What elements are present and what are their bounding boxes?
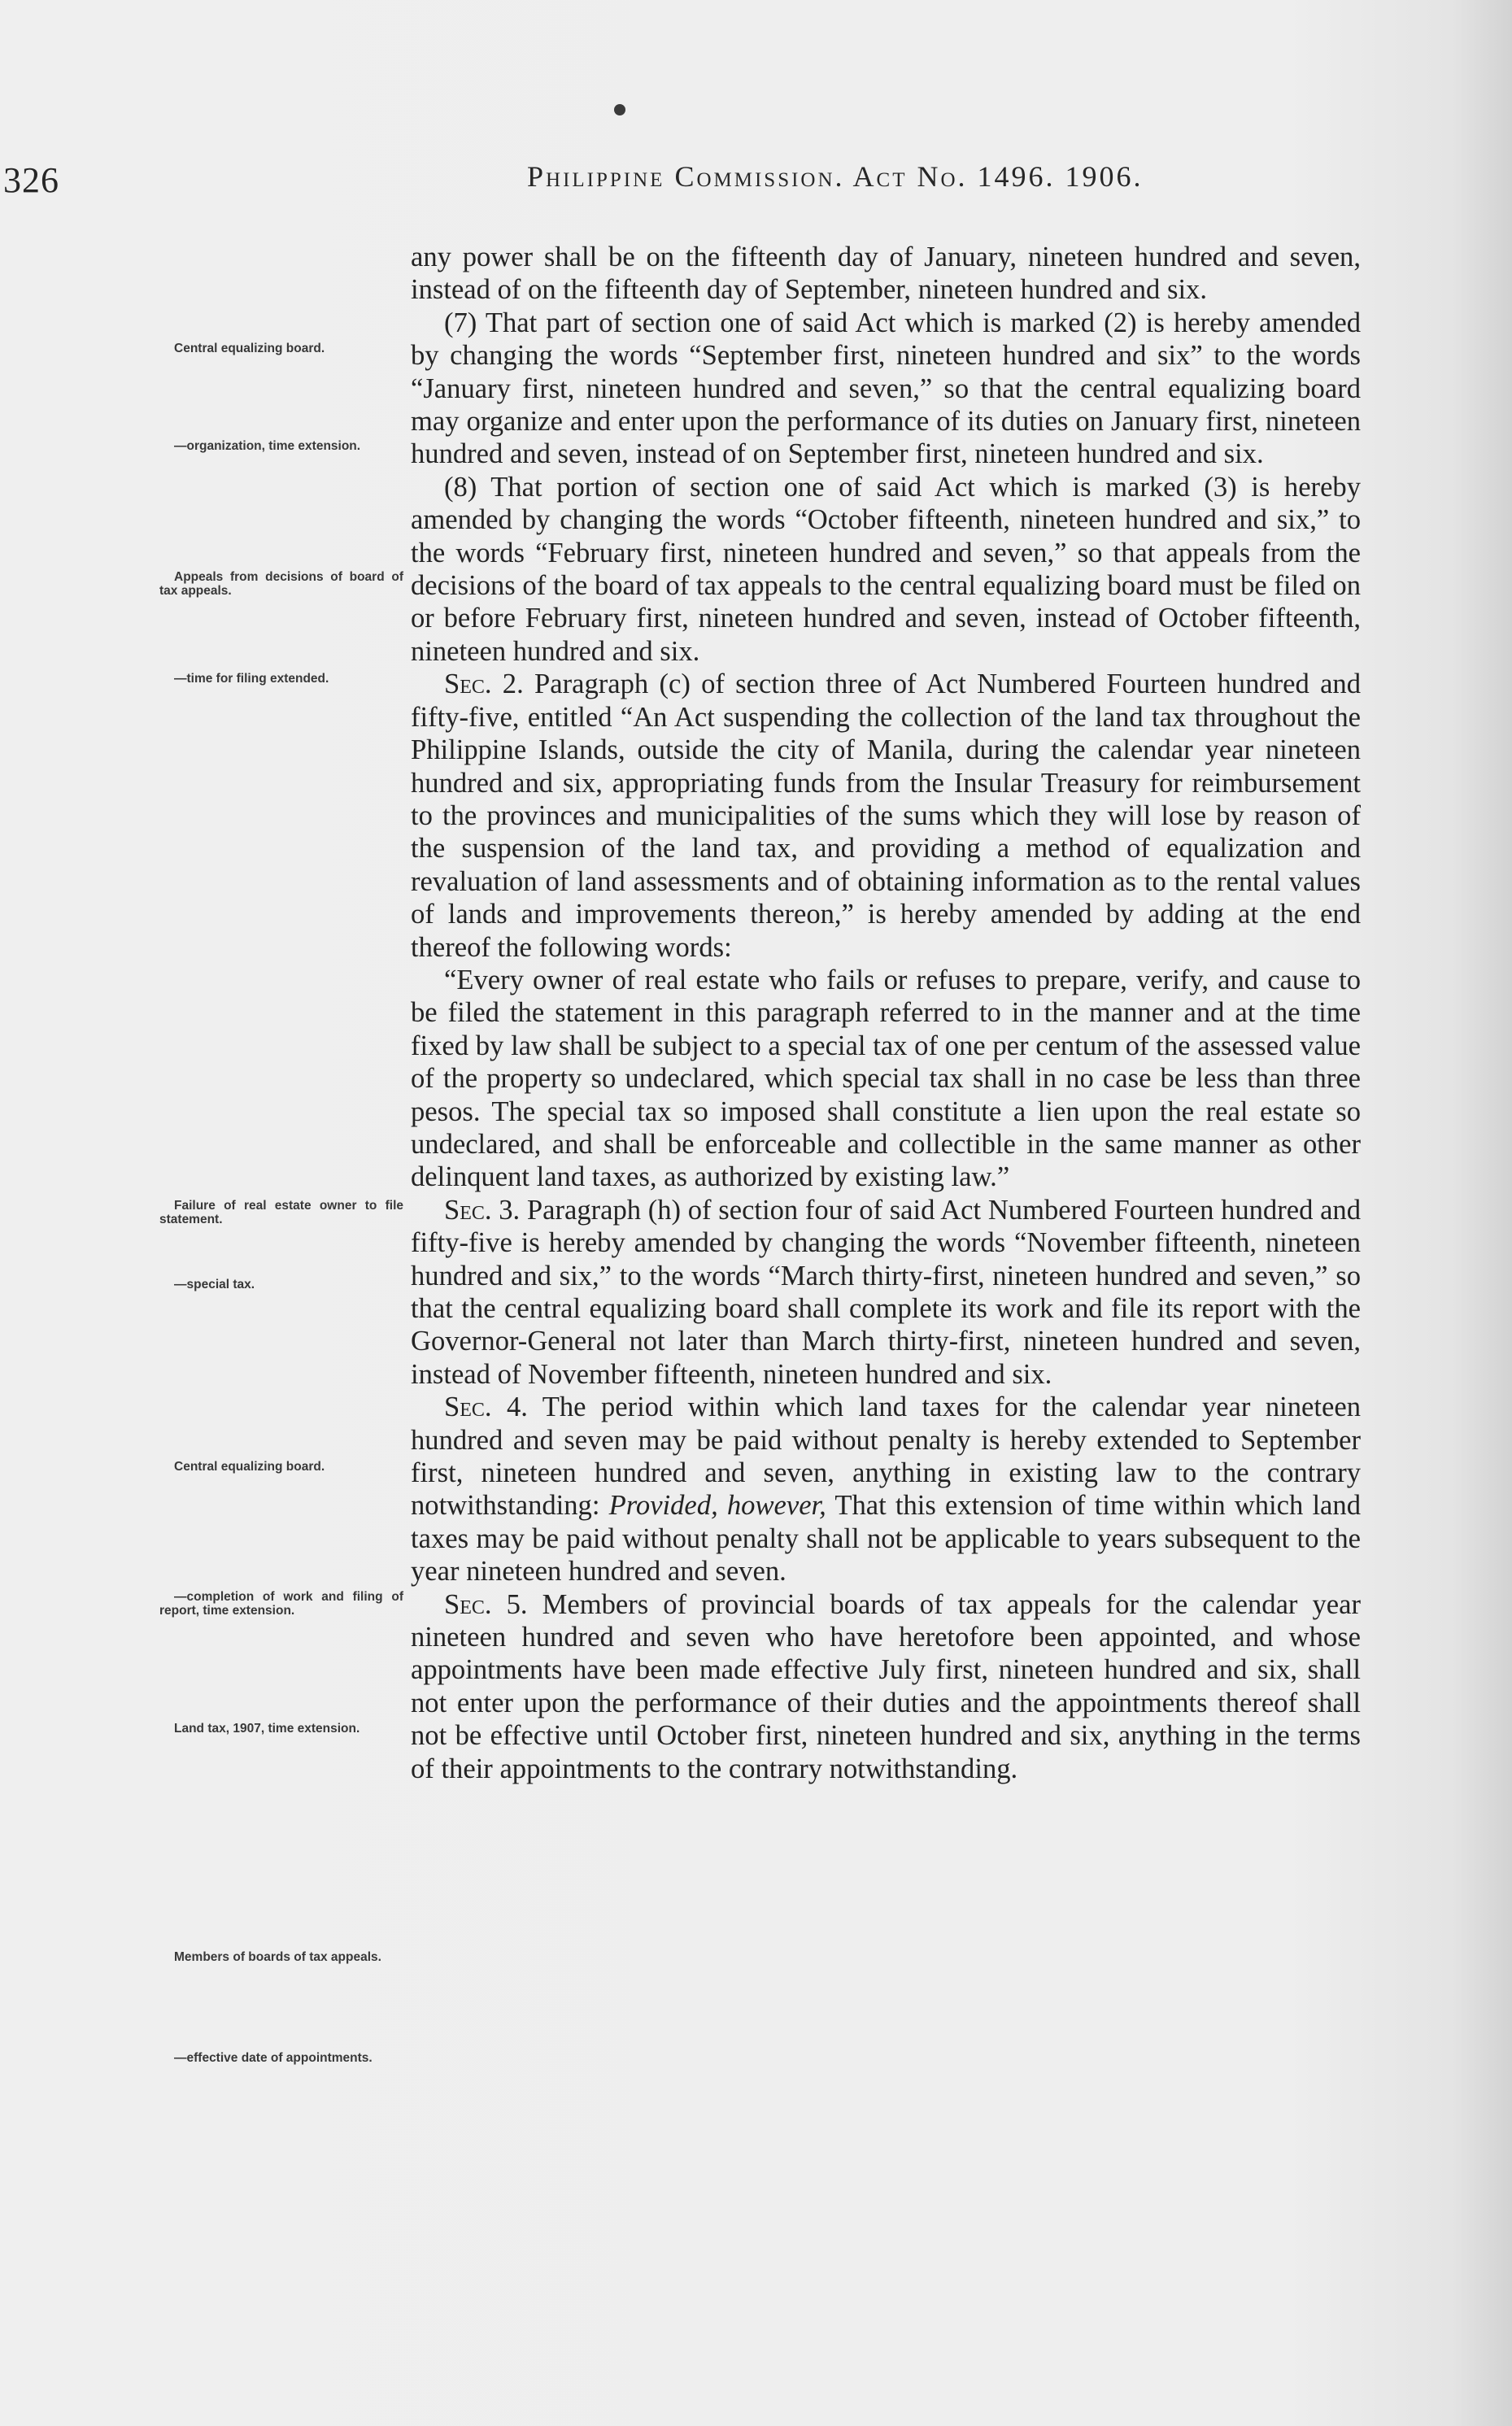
paragraph-continuation: any power shall be on the fifteenth day of January, nineteen hundred and seven, instead of on the fifteenth day of September, nineteen hundred and six. [411, 242, 1361, 306]
margin-note: —effective date of appointments. [174, 2051, 373, 2065]
section-5 [411, 1588, 1361, 1785]
section-text: Paragraph (h) of section four of said Act Numbered Fourteen hundred and fifty-five is hereby amended by changing the words “November fifteenth, nineteen hundred and six,” to the words “March thirty-first, nineteen hundred and seven,” so that the central equalizing board shall complete its work and file its report with the Governor-General not later than March thirty-first, nineteen hundred and seven, instead of November fifteenth, nineteen hundred and six. [411, 1194, 1361, 1390]
section-label: Sec. 5. [444, 1588, 528, 1620]
margin-note: —time for filing extended. [174, 672, 329, 686]
ink-dot [614, 104, 625, 115]
section-text: Paragraph (c) of section three of Act Numbered Fourteen hundred and fifty-five, entitled “An Act suspending the collection of the land tax throughout the Philippine Islands, outside the city of Manila, during the calendar year nineteen hundred and six, appropriating funds from the Insular Treasury for reimbursement to the provinces and municipalities of the sums which they will lose by reason of the suspension of the land tax, and providing a method of equalization and revaluation of land assessments and of obtaining information as to the rental values of lands and improvements thereon,” is hereby amended by adding at the end thereof the following words: [411, 669, 1361, 963]
section-text: The period within which land taxes for the calendar year nineteen hundred and seven may be paid without penalty is hereby extended to September first, nineteen hundred and seven, anything in existing law to the contrary notwithstanding: [411, 1392, 1361, 1522]
margin-note: Central equalizing board. [174, 1460, 325, 1474]
margin-note: Appeals from decisions of board of tax appeals. [159, 570, 403, 598]
section-3 [411, 1194, 1361, 1391]
margin-note: Land tax, 1907, time extension. [174, 1722, 360, 1736]
proviso: Provided, however, [608, 1490, 826, 1522]
section-text-rest: That this extension of time within which land taxes may be paid without penalty shall not be applicable to years subsequent to the year nineteen hundred and seven. [411, 1490, 1361, 1588]
paragraph-8: (8) That portion of section one of said Act which is marked (3) is hereby amended by changing the words “October fifteenth, nineteen hundred and six,” to the words “February first, nineteen hundred and seven,” so that appeals from the decisions of the board of tax appeals to the central equalizing board must be filed on or before February first, nineteen hundred and seven, instead of October fifteenth, nineteen hundred and six. [411, 471, 1361, 667]
margin-note: —organization, time extension. [174, 439, 361, 453]
section-2 [411, 668, 1361, 964]
margin-note: Failure of real estate owner to file statement. [159, 1199, 403, 1226]
act-text [411, 241, 1361, 1785]
margin-note: —special tax. [174, 1278, 255, 1291]
section-text: Members of provincial boards of tax appeals for the calendar year nineteen hundred and seven who have heretofore been appointed, and whose appointments have been made effective July first, nineteen hundred and six, shall not enter upon the performance of their duties and the appointments thereof shall not be effective until October first, nineteen hundred and six, anything in the terms of their appointments to the contrary notwithstanding. [411, 1588, 1362, 1784]
margin-note: —completion of work and filing of report, time extension. [159, 1590, 403, 1618]
section-label: Sec. 2. [444, 669, 524, 700]
margin-note: Central equalizing board. [174, 342, 325, 355]
section-label: Sec. 3. [444, 1194, 521, 1226]
page-number: 326 [3, 160, 59, 200]
running-title: Philippine Commission. Act No. 1496. 1906. [527, 160, 1144, 193]
quoted-amendment: “Every owner of real estate who fails or refuses to prepare, verify, and cause to be filed the statement in this paragraph referred to in the manner and at the time fixed by law shall be subject to a special tax of one per centum of the assessed value of the property so undeclared, which special tax shall in no case be less than three pesos. The special tax so imposed shall constitute a lien upon the real estate so undeclared, and shall be enforceable and collectible in the same manner as other delinquent land taxes, as authorized by existing law.” [411, 964, 1361, 1193]
section-label: Sec. 4. [444, 1392, 528, 1423]
section-4 [411, 1391, 1361, 1588]
paragraph-7: (7) That part of section one of said Act which is marked (2) is hereby amended by changing the words “September first, nineteen hundred and six” to the words “January first, nineteen hundred and seven,” so that the central equalizing board may organize and enter upon the performance of its duties on January first, nineteen hundred and seven, instead of on September first, nineteen hundred and six. [411, 307, 1361, 470]
margin-note: Members of boards of tax appeals. [174, 1950, 381, 1964]
